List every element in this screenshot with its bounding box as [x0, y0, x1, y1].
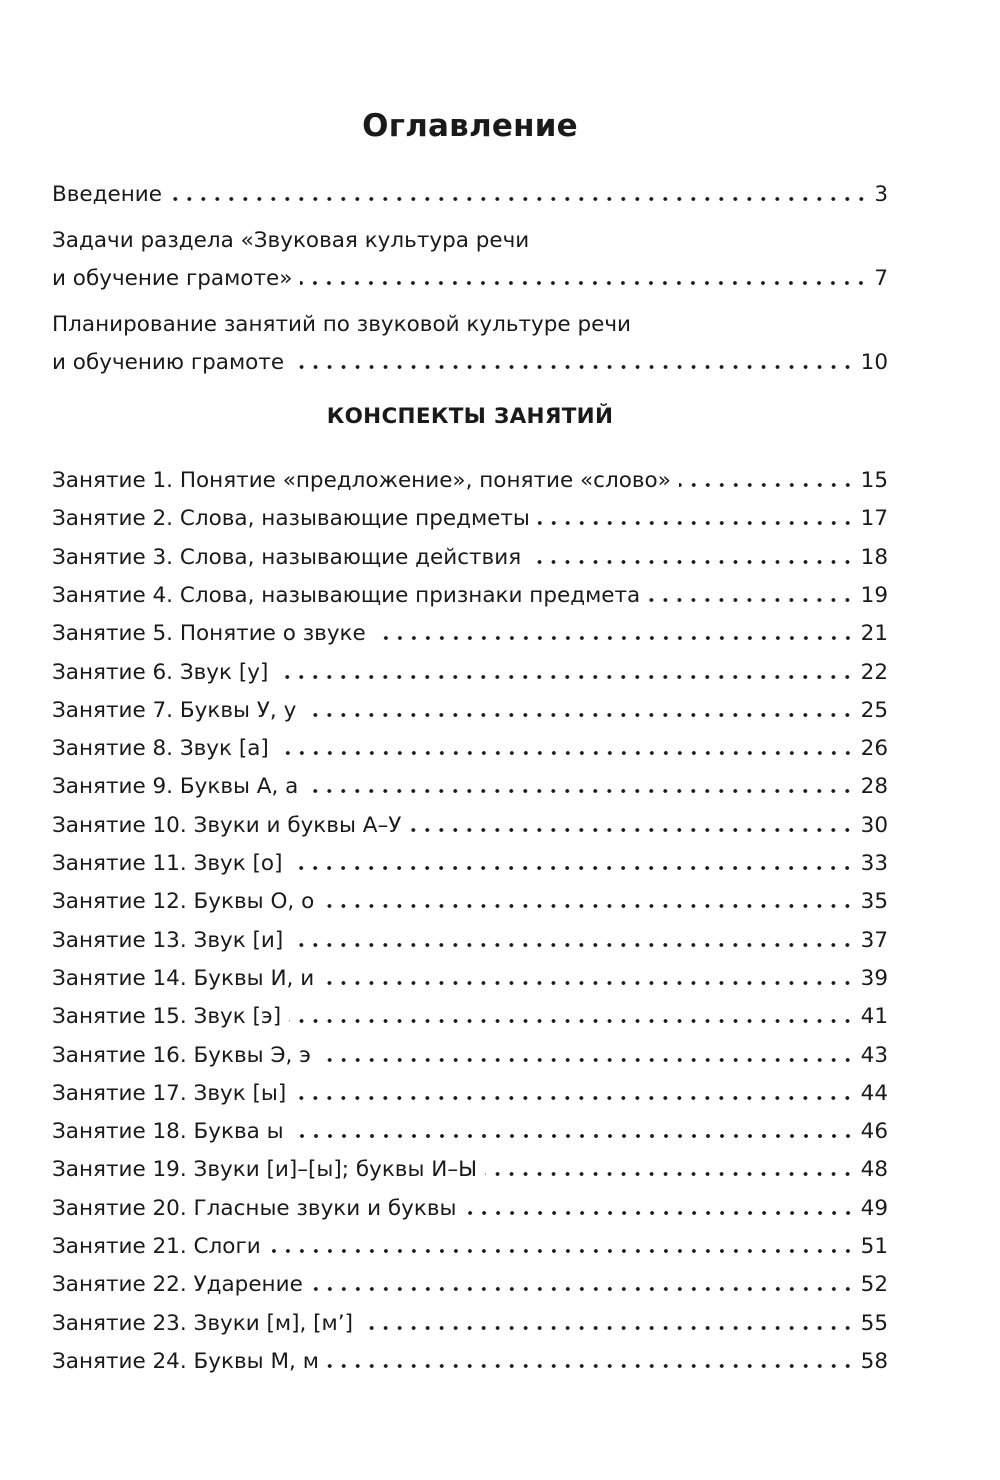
toc-entry-lesson[interactable]	[52, 1113, 888, 1151]
dot-leader	[374, 635, 855, 641]
toc-entry-lesson[interactable]	[52, 922, 888, 960]
toc-entry-lesson[interactable]	[52, 1343, 888, 1381]
toc-entry-lesson[interactable]	[52, 1075, 888, 1113]
toc-entry-label: Занятие 7. Буквы У, у	[52, 697, 297, 723]
toc-entry-lesson[interactable]	[52, 845, 888, 883]
dot-leader	[361, 1325, 855, 1331]
dot-leader	[529, 559, 855, 565]
dot-leader	[292, 364, 855, 370]
toc-entry-label: Занятие 14. Буквы И, и	[52, 965, 315, 991]
toc-page-number: 3	[874, 182, 888, 207]
toc-entry-section-tasks[interactable]	[52, 222, 888, 298]
toc-entry-lesson[interactable]	[52, 500, 888, 538]
toc-entry-lesson[interactable]	[52, 768, 888, 806]
toc-page-number: 22	[860, 659, 888, 685]
toc-entry-lesson[interactable]	[52, 807, 888, 845]
toc-entry-label: Занятие 10. Звуки и буквы А–У	[52, 812, 402, 838]
toc-page-number: 44	[860, 1080, 888, 1106]
dot-leader	[311, 1286, 855, 1292]
toc-entry-label: Занятие 8. Звук [а]	[52, 736, 269, 762]
dot-leader	[291, 942, 854, 948]
dot-leader	[409, 827, 854, 833]
toc-page-number: 17	[860, 506, 888, 532]
toc-entry-label-line2: и обучению грамоте	[52, 350, 285, 375]
toc-page	[52, 0, 888, 1480]
toc-entry-label: Занятие 24. Буквы М, м	[52, 1348, 319, 1374]
dot-leader	[538, 520, 855, 526]
toc-page-number: 58	[860, 1348, 888, 1374]
toc-entry-lesson[interactable]	[52, 1037, 888, 1075]
toc-entry-label: Занятие 6. Звук [у]	[52, 659, 269, 685]
toc-entry-label: Занятие 5. Понятие о звуке	[52, 621, 366, 647]
toc-entry-label: Занятие 11. Звук [о]	[52, 851, 283, 876]
toc-entry-label: Занятие 23. Звуки [м], [м’]	[52, 1310, 353, 1336]
toc-entry-label: Занятие 9. Буквы А, а	[52, 774, 299, 800]
toc-entry-label: Занятие 19. Звуки [и]–[ы]; буквы И–Ы	[52, 1157, 478, 1183]
toc-entry-label: Занятие 1. Понятие «предложение», понятие «слово»	[52, 468, 671, 493]
toc-page-number: 51	[860, 1234, 888, 1259]
dot-leader	[465, 1210, 855, 1216]
toc-entry-lesson[interactable]	[52, 615, 888, 653]
toc-entry-lesson[interactable]	[52, 883, 888, 921]
toc-entry-label: Занятие 18. Буква ы	[52, 1119, 284, 1145]
dot-leader	[485, 1171, 855, 1177]
toc-entry-lesson[interactable]	[52, 730, 888, 768]
dot-leader	[322, 903, 854, 909]
toc-entry-lesson[interactable]	[52, 998, 888, 1036]
dot-leader	[679, 482, 855, 488]
toc-entry-label-line2: и обучение грамоте»	[52, 266, 293, 291]
toc-page-number: 10	[860, 350, 888, 375]
toc-entry-label-line1: Планирование занятий по звуковой культуре речи	[52, 312, 632, 337]
toc-page-number: 25	[860, 697, 888, 723]
toc-entry-label: Занятие 3. Слова, называющие действия	[52, 544, 522, 570]
toc-entry-label: Занятие 17. Звук [ы]	[52, 1080, 287, 1106]
toc-page-number: 28	[860, 774, 888, 800]
dot-leader	[322, 980, 854, 986]
toc-page-number: 21	[860, 621, 888, 647]
dot-leader	[170, 196, 868, 202]
toc-entry-lesson[interactable]	[52, 1228, 888, 1266]
toc-entry-lesson[interactable]	[52, 1305, 888, 1343]
toc-page-number: 46	[860, 1119, 888, 1145]
toc-page-number: 49	[860, 1195, 888, 1221]
toc-entry-planning[interactable]	[52, 306, 888, 382]
toc-entry-label: Занятие 12. Буквы О, о	[52, 889, 315, 915]
toc-page-number: 35	[860, 889, 888, 915]
dot-leader	[277, 750, 855, 756]
toc-entry-label: Занятие 21. Слоги	[52, 1234, 261, 1259]
dot-leader	[648, 597, 854, 603]
toc-entry-label: Занятие 15. Звук [э]	[52, 1004, 282, 1030]
toc-entry-introduction[interactable]	[52, 176, 888, 214]
toc-entry-lesson[interactable]	[52, 539, 888, 577]
dot-leader	[269, 1248, 855, 1254]
toc-entry-lesson[interactable]	[52, 577, 888, 615]
toc-page-number: 7	[874, 266, 888, 291]
toc-entry-lesson[interactable]	[52, 1151, 888, 1189]
toc-page-number: 18	[860, 544, 888, 570]
toc-entry-label: Занятие 22. Ударение	[52, 1272, 303, 1298]
dot-leader	[276, 674, 854, 680]
dot-leader	[294, 1095, 854, 1101]
toc-page-number: 39	[860, 965, 888, 991]
dot-leader	[319, 1057, 855, 1063]
toc-entry-lesson[interactable]	[52, 1190, 888, 1228]
toc-entry-label: Введение	[52, 182, 162, 207]
page-title: Оглавление	[362, 108, 578, 144]
toc-entry-label: Занятие 2. Слова, называющие предметы	[52, 506, 530, 532]
toc-page-number: 48	[860, 1157, 888, 1183]
toc-page-number: 43	[860, 1042, 888, 1068]
dot-leader	[300, 280, 868, 286]
toc-page-number: 37	[860, 927, 888, 953]
toc-entry-lesson[interactable]	[52, 462, 888, 500]
toc-page-number: 55	[860, 1310, 888, 1336]
toc-entry-label: Занятие 13. Звук [и]	[52, 927, 284, 953]
toc-entry-lesson[interactable]	[52, 692, 888, 730]
toc-entry-lesson[interactable]	[52, 1266, 888, 1304]
dot-leader	[327, 1363, 855, 1369]
section-heading: КОНСПЕКТЫ ЗАНЯТИЙ	[326, 404, 614, 429]
toc-page-number: 26	[860, 736, 888, 762]
toc-entry-label: Занятие 16. Буквы Э, э	[52, 1042, 311, 1068]
toc-page-number: 15	[860, 468, 888, 493]
toc-page-number: 30	[860, 812, 888, 838]
dot-leader	[306, 788, 854, 794]
toc-entry-label: Занятие 4. Слова, называющие признаки предмета	[52, 582, 641, 608]
dot-leader	[289, 1018, 855, 1024]
dot-leader	[292, 1133, 855, 1139]
toc-page-number: 19	[860, 582, 888, 608]
toc-page-number: 33	[860, 851, 888, 876]
toc-entry-lesson[interactable]	[52, 960, 888, 998]
toc-entry-label-line1: Задачи раздела «Звуковая культура речи	[52, 228, 530, 253]
toc-entry-label: Занятие 20. Гласные звуки и буквы	[52, 1195, 457, 1221]
dot-leader	[290, 865, 854, 871]
toc-entry-lesson[interactable]	[52, 654, 888, 692]
dot-leader	[304, 712, 854, 718]
toc-page-number: 41	[860, 1004, 888, 1030]
toc-page-number: 52	[860, 1272, 888, 1298]
